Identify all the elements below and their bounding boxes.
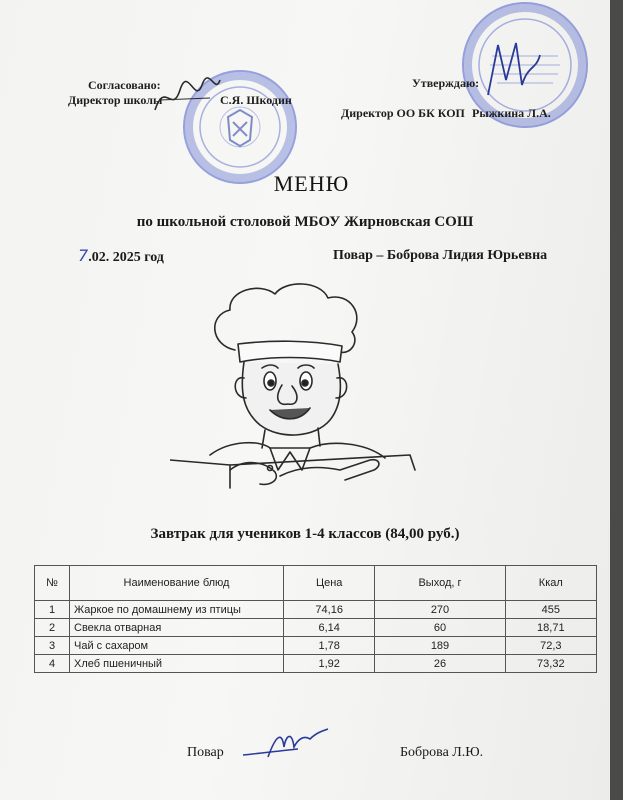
cell-yield: 270 (375, 601, 505, 619)
cell-price: 74,16 (284, 601, 375, 619)
menu-table (34, 565, 597, 673)
meal-heading: Завтрак для учеников 1-4 классов (84,00 руб.) (150, 526, 460, 542)
col-number: № (35, 566, 70, 601)
cell-price: 1,78 (284, 637, 375, 655)
table-row (35, 637, 597, 655)
menu-date (78, 246, 164, 266)
cell-dish-name: Чай с сахаром (70, 637, 284, 655)
cell-kcal: 18,71 (505, 619, 596, 637)
cook-signature (238, 725, 333, 765)
cell-kcal: 73,32 (505, 655, 596, 673)
col-kcal: Ккал (505, 566, 596, 601)
table-row (35, 601, 597, 619)
director-signature (478, 35, 548, 105)
date-rest: .02. 2025 год (88, 250, 164, 265)
cell-number: 1 (35, 601, 70, 619)
cell-number: 4 (35, 655, 70, 673)
cell-dish-name: Хлеб пшеничный (70, 655, 284, 673)
page-subtitle: по школьной столовой МБОУ Жирновская СОШ (136, 214, 474, 230)
cell-kcal: 72,3 (505, 637, 596, 655)
table-row (35, 619, 597, 637)
cell-price: 1,92 (284, 655, 375, 673)
approved-name: Рыжкина Л.А. (472, 106, 551, 120)
col-yield: Выход, г (375, 566, 505, 601)
agreed-position: Директор школы (68, 93, 163, 107)
cell-yield: 26 (375, 655, 505, 673)
approved-label: Утверждаю: (412, 76, 480, 90)
agreed-label: Согласовано: (88, 78, 161, 92)
table-row (35, 655, 597, 673)
cell-kcal: 455 (505, 601, 596, 619)
cell-dish-name: Жаркое по домашнему из птицы (70, 601, 284, 619)
cell-yield: 60 (375, 619, 505, 637)
cook-line: Повар – Боброва Лидия Юрьевна (333, 248, 548, 263)
cell-number: 2 (35, 619, 70, 637)
footer-cook-label: Повар (187, 745, 224, 760)
chef-illustration (170, 280, 420, 490)
footer-cook-name: Боброва Л.Ю. (400, 745, 484, 760)
date-day: 7 (78, 246, 89, 265)
page-title: МЕНЮ (273, 171, 350, 196)
approved-position: Директор ОО БК КОП (341, 106, 465, 120)
cell-price: 6,14 (284, 619, 375, 637)
cell-yield: 189 (375, 637, 505, 655)
cell-dish-name: Свекла отварная (70, 619, 284, 637)
col-dish-name: Наименование блюд (70, 566, 284, 601)
agreed-name: С.Я. Шкодин (220, 93, 292, 107)
table-header-row (35, 566, 597, 601)
col-price: Цена (284, 566, 375, 601)
cell-number: 3 (35, 637, 70, 655)
